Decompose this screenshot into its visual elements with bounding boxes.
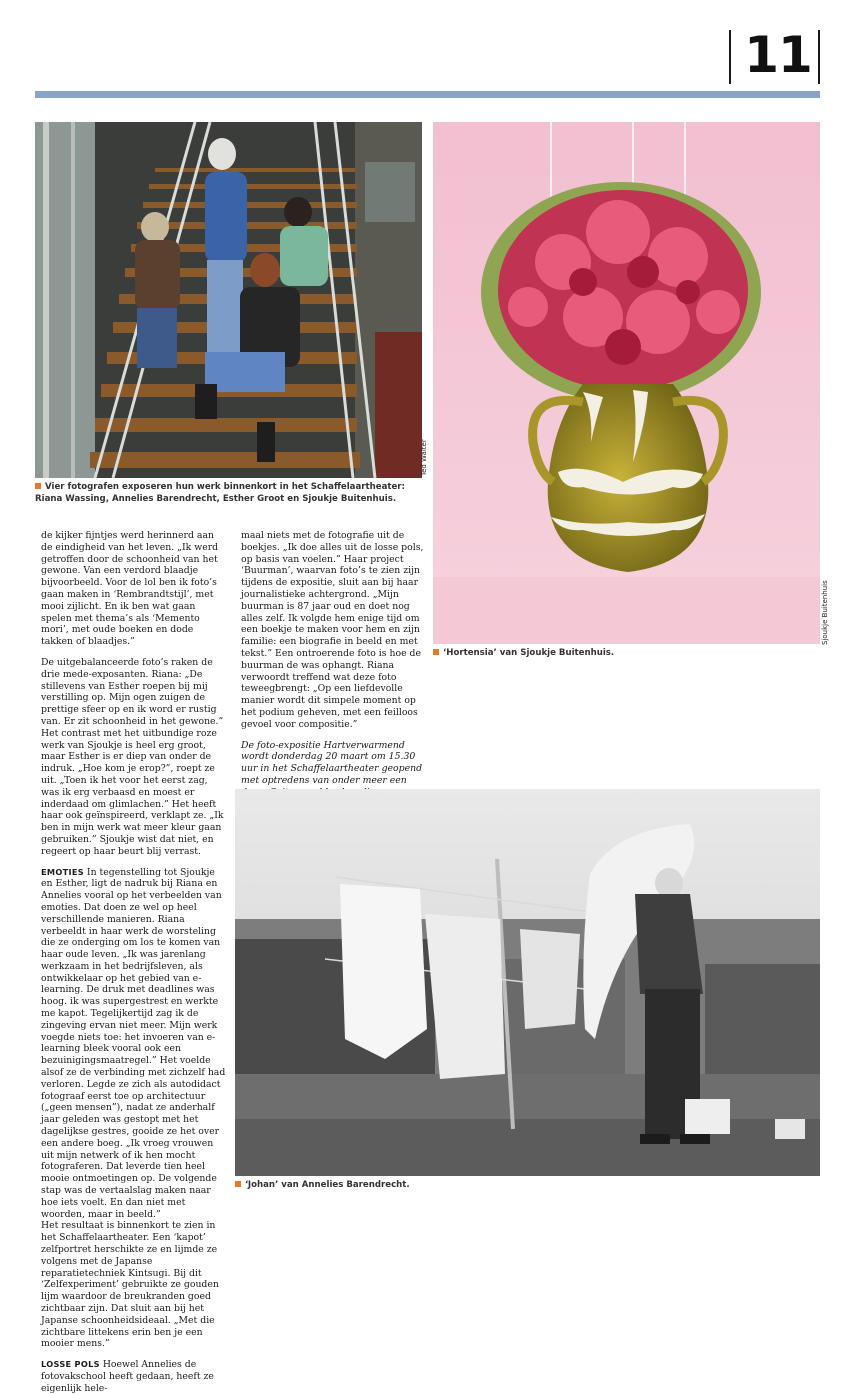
page-number-rule-left (729, 30, 731, 84)
caption-marker-icon (235, 1181, 241, 1187)
johan-photo (235, 789, 820, 1176)
johan-photo-caption: ‘Johan’ van Annelies Barendrecht. (235, 1179, 615, 1191)
hortensia-photo (433, 122, 820, 644)
group-photo (35, 122, 422, 478)
section-kicker: LOSSE POLS (41, 1359, 100, 1370)
paragraph: de kijker fijntjes werd herinnerd aan de eindigheid van het leven. „Ik werd getroffen door de schoonheid van het gewone. Van een verdord blaadje bijvoorbeeld. Voor de lol ben ik foto’s gaan maken in ‘Rembrandtstijl’, met mooi zijlicht. En ik ben wat gaan spelen met thema’s als ‘Memento mori’, met oude boeken en dode takken of blaadjes.” (41, 530, 219, 648)
page-number: 11 (744, 26, 812, 84)
hortensia-photo-caption: ‘Hortensia’ van Sjoukje Buitenhuis. (433, 647, 813, 659)
paragraph: LOSSE POLS Hoewel Annelies de fotovakschool heeft gedaan, heeft ze eigenlijk hele- (41, 1359, 214, 1394)
article-column-1 (41, 530, 228, 1395)
caption-marker-icon (433, 649, 439, 655)
group-photo-credit: Ted Walter (420, 439, 428, 476)
paragraph: Het contrast met het uitbundige roze werk van Sjoukje is heel erg groot, maar Esther is er diep van onder de indruk. „Hoe kom je erop?”, roept ze uit. „Toen ik het voor het eerst zag, was ik erg verbaasd en moest er inderdaad om glimlachen.” Het heeft haar ook geïnspireerd, verklapt ze. „Ik ben in mijn werk wat meer kleur gaan gebruiken.” Sjoukje wist dat niet, en regeert op haar beurt blij verrast. (41, 727, 224, 857)
caption-marker-icon (35, 483, 41, 489)
group-photo-caption: Vier fotografen exposeren hun werk binnenkort in het Schaffelaartheater: Riana Wassing, Annelies Barendrecht, Esther Groot en Sjoukje Buitenhuis. (35, 482, 405, 504)
paragraph: Het resultaat is binnenkort te zien in het Schaffelaartheater. Een ‘kapot’ zelfportret herschikte ze en lijmde ze volgens met de Japanse reparatietechniek Kintsugi. Bij dit ‘Zelfexperiment’ gebruikte ze gouden lijm waardoor de breukranden goed zichtbaar zijn. Dat sluit aan bij het Japanse schoonheidsideaal. „Met die zichtbare littekens erin ben je een mooier mens.” (41, 1220, 219, 1350)
event-notice: De foto-expositie Hartverwarmend wordt donderdag 20 maart om 15.30 uur in het Schaffelaartheater geopend met optredens van onder meer een (241, 739, 423, 786)
paragraph: maal niets met de fotografie uit de boekjes. „Ik doe alles uit de losse pols, op basis van voelen.” Haar project ‘Buurman’, waarvan foto’s te zien zijn tijdens de expositie, sluit aan bij haar journalistieke achtergrond. „Mijn buurman is 87 jaar oud en doet nog alles zelf. Ik volgde hem enige tijd om een boekje te maken voor hem en zijn familie: een biografie in beeld en met tekst.” Een ontroerende foto is hoe de buurman de was ophangt. Riana verwoordt treffend wat deze foto teweegbrengt: „Op een liefdevolle manier wordt dit simpele moment op het podium geheven, met een feilloos gevoel voor compositie.” (241, 530, 424, 730)
paragraph: De uitgebalanceerde foto’s raken de drie mede-exposanten. Riana: „De stillevens van Esther roepen bij mij verstilling op. Mijn ogen zuigen de prettige sfeer op en ik word er rustig van. Er zit schoonheid in het gewone.” (41, 656, 224, 727)
hortensia-photo-credit: Sjoukje Buitenhuis (821, 580, 829, 645)
paragraph: EMOTIES In tegenstelling tot Sjoukje en Esther, ligt de nadruk bij Riana en Annelies vooral op het verbeelden van emoties. Dat doen ze wel op heel verschillende manieren. Riana verbeeldt in haar werk de worsteling die ze onderging om los te komen van haar oude leven. „Ik was jarenlang werkzaam in het bedrijfsleven, als ontwikkelaar op het gebied van e-learning. De druk met deadlines was hoog. ik was supergestrest en werkte me kapot. Tegelijkertijd zag ik de zingeving ervan niet meer. Mijn werk voegde niets toe: het invoeren van e-learning bleek vooral ook een bezuinigingsmaatregel.” Het voelde alsof ze de verbinding met zichzelf had verloren. Legde ze zich als autodidact fotograaf eerst toe op architectuur („geen mensen”), nadat ze anderhalf jaar geleden was gestopt met het dagelijkse gestres, gooide ze het over een andere boeg. „Ik vroeg vrouwen uit mijn netwerk of ik hen mocht fotograferen. Dat leverde tien heel mooie ontmoetingen op. De volgende stap was de vertaalslag maken naar hoe iets voelt. En dan niet met woorden, maar in beeld.” (41, 866, 226, 1220)
page-number-rule-right (818, 30, 820, 84)
section-bar (35, 91, 820, 98)
section-kicker: EMOTIES (41, 866, 84, 877)
